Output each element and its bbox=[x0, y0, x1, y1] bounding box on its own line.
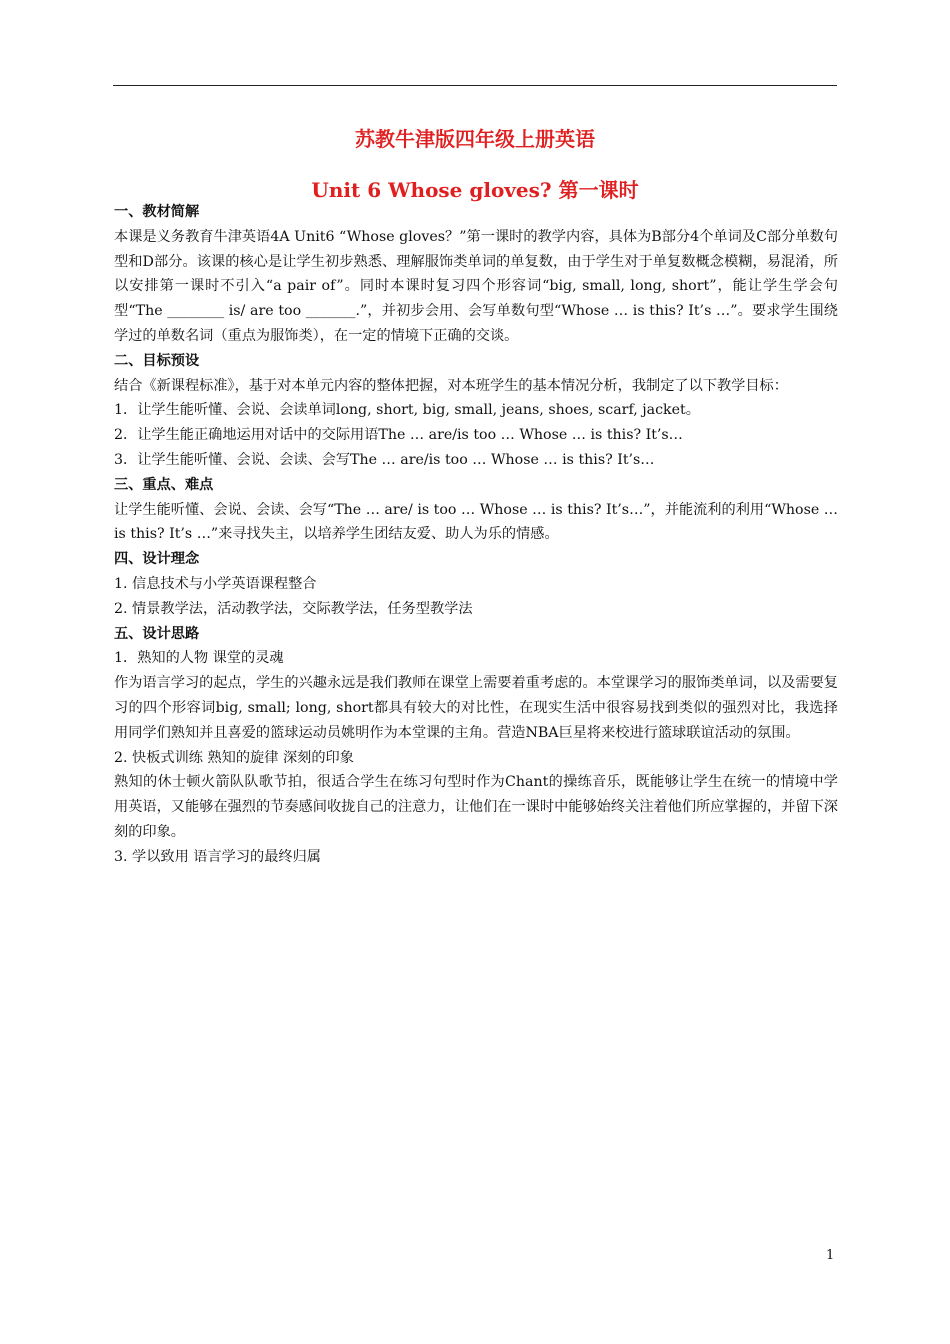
section-heading: 一、教材简解 bbox=[114, 204, 200, 220]
document-title: 苏教牛津版四年级上册英语 bbox=[355, 127, 595, 151]
list-item: 2. 快板式训练 熟知的旋律 深刻的印象 bbox=[114, 749, 354, 766]
document-body bbox=[114, 200, 838, 870]
list-item: 1．熟知的人物 课堂的灵魂 bbox=[114, 650, 284, 667]
paragraph: 本课是义务教育牛津英语4A Unit6 “Whose gloves？”第一课时的教学内容，具体为B部分4个单词及C部分单数句型和D部分。该课的核心是让学生初步熟悉、理解服饰类单词的单复数，由于学生对于单复数概念模糊，易混淆，所以安排第一课时不引入“a pair of”。同时本课时复习四个形容词“big, small, long, short”，能让学生学会句型“The ________ is/ are too _______.”，并初步会用、会写单数句型“Whose … is this? It’s …”。要求学生围绕学过的单数名词（重点为服饰类），在一定的情境下正确的交谈。 bbox=[114, 228, 838, 344]
section-heading: 五、设计思路 bbox=[114, 625, 200, 642]
paragraph: 作为语言学习的起点，学生的兴趣永远是我们教师在课堂上需要着重考虑的。本堂课学习的服饰类单词，以及需要复习的四个形容词big, small; long, short都具有较大的对比性，在现实生活中很容易找到类似的强烈对比，我选择用同学们熟知并且喜爱的篮球运动员姚明作为本堂课的主角。营造NBA巨星将来校进行篮球联谊活动的氛围。 bbox=[114, 675, 838, 741]
list-item: 3．让学生能听懂、会说、会读、会写The … are/is too … Whose … is this? It’s… bbox=[114, 451, 655, 468]
list-item: 1. 信息技术与小学英语课程整合 bbox=[114, 575, 317, 592]
lesson-title: Unit 6 Whose gloves? 第一课时 bbox=[311, 178, 639, 202]
list-item: 3. 学以致用 语言学习的最终归属 bbox=[114, 848, 321, 865]
list-item: 2. 情景教学法，活动教学法，交际教学法，任务型教学法 bbox=[114, 600, 473, 617]
section-heading: 四、设计理念 bbox=[114, 551, 200, 568]
paragraph: 让学生能听懂、会说、会读、会写“The … are/ is too … Whose … is this? It’s…”，并能流利的利用“Whose … is this? It’s …”来寻找失主，以培养学生团结友爱、助人为乐的情感。 bbox=[114, 501, 838, 543]
paragraph: 结合《新课程标准》，基于对本单元内容的整体把握，对本班学生的基本情况分析，我制定了以下教学目标： bbox=[114, 377, 788, 394]
page-number: 1 bbox=[826, 1248, 835, 1263]
paragraph: 熟知的休士顿火箭队队歌节拍，很适合学生在练习句型时作为Chant的操练音乐，既能够让学生在统一的情境中学用英语，又能够在强烈的节奏感间收拢自己的注意力，让他们在一课时中能够始终关注着他们所应掌握的，并留下深刻的印象。 bbox=[114, 774, 838, 840]
list-item: 1．让学生能听懂、会说、会读单词long, short, big, small, jeans, shoes, scarf, jacket。 bbox=[114, 402, 700, 419]
section-heading: 三、重点、难点 bbox=[114, 476, 214, 493]
list-item: 2．让学生能正确地运用对话中的交际用语The … are/is too … Whose … is this? It’s… bbox=[114, 427, 683, 444]
section-heading: 二、目标预设 bbox=[114, 352, 200, 369]
header-rule bbox=[113, 85, 837, 86]
